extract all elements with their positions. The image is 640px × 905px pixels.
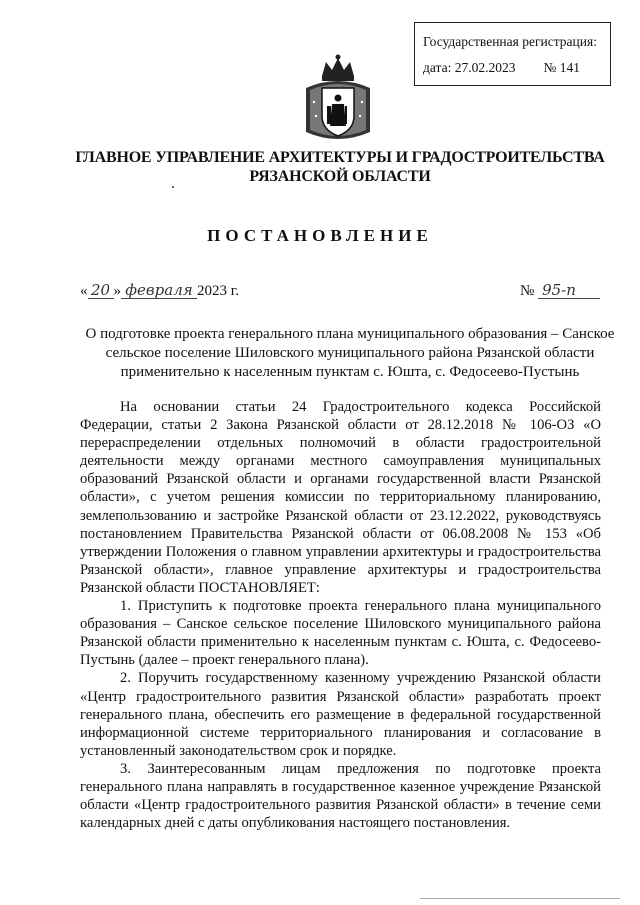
document-type: ПОСТАНОВЛЕНИЕ <box>207 226 433 245</box>
paragraph-item-1: 1. Приступить к подготовке проекта генерального плана муниципального образования – Санское сельское поселение Шиловского муниципального района Рязанской области применительно к населенным пунктам с. Юшта, с. Федосеево-Пустынь (далее – проект генерального плана). <box>80 598 601 669</box>
document-date <box>80 282 239 300</box>
date-year: 2023 г. <box>197 283 239 299</box>
date-day: 20 <box>88 282 114 299</box>
number-prefix: № <box>520 283 535 299</box>
date-open-quote: « <box>80 283 88 299</box>
document-subject: О подготовке проекта генерального плана муниципального образования – Санское сельское поселение Шиловского муниципального района Рязанской области применительно к населенным пунктам с. Юшта, с. Федосеево-Пустынь <box>85 326 615 380</box>
paragraph-item-3: 3. Заинтересованным лицам предложения по подготовке проекта генерального плана направлять в государственное казенное учреждение Рязанской области «Центр градостроительного развития Рязанской области» в течение семи календарных дней с даты опубликования настоящего постановления. <box>80 760 601 832</box>
organization-line-2: РЯЗАНСКОЙ ОБЛАСТИ <box>249 168 431 185</box>
document-number <box>520 282 600 300</box>
registration-stamp <box>414 22 611 86</box>
registration-date-number <box>423 61 580 75</box>
registration-label: Государственная регистрация: <box>423 34 597 49</box>
ryazan-coat-of-arms-icon <box>300 54 376 146</box>
scan-dot <box>172 186 174 188</box>
scan-artifact-line <box>420 898 620 899</box>
paragraph-item-2: 2. Поручить государственному казенному учреждению Рязанской области «Центр градостроительного развития Рязанской области» разработать проект генерального плана, обеспечить его размещение в федеральной государственной информационной системе территориального планирования и согласование в установленный законодательством срок и порядке. <box>80 670 601 759</box>
document-body <box>80 398 601 832</box>
organization-name <box>60 148 620 186</box>
number-value: 95-п <box>538 282 600 299</box>
date-month: февраля <box>121 282 197 299</box>
paragraph-preamble: На основании статьи 24 Градостроительного кодекса Российской Федерации, статьи 2 Закона Рязанской области от 28.12.2018 № 106-ОЗ «О перераспределении отдельных полномочий в области градостроительной деятельности между органами местного самоуправления муниципальных образований Рязанской области и органами государственной власти Рязанской области», с учетом решения комиссии по территориальному планированию, землепользованию и застройке Рязанской области от 23.12.2022, руководствуясь постановлением Правительства Рязанской области от 06.08.2008 № 153 «Об утверждении Положения о главном управлении архитектуры и градостроительства Рязанской области», главное управление архитектуры и градостроительства Рязанской области ПОСТАНОВЛЯЕТ: <box>80 399 601 596</box>
registration-number: № 141 <box>543 60 580 75</box>
registration-date: дата: 27.02.2023 <box>423 60 516 75</box>
organization-line-1: ГЛАВНОЕ УПРАВЛЕНИЕ АРХИТЕКТУРЫ И ГРАДОСТРОИТЕЛЬСТВА <box>75 149 605 166</box>
date-close-quote: » <box>113 283 121 299</box>
